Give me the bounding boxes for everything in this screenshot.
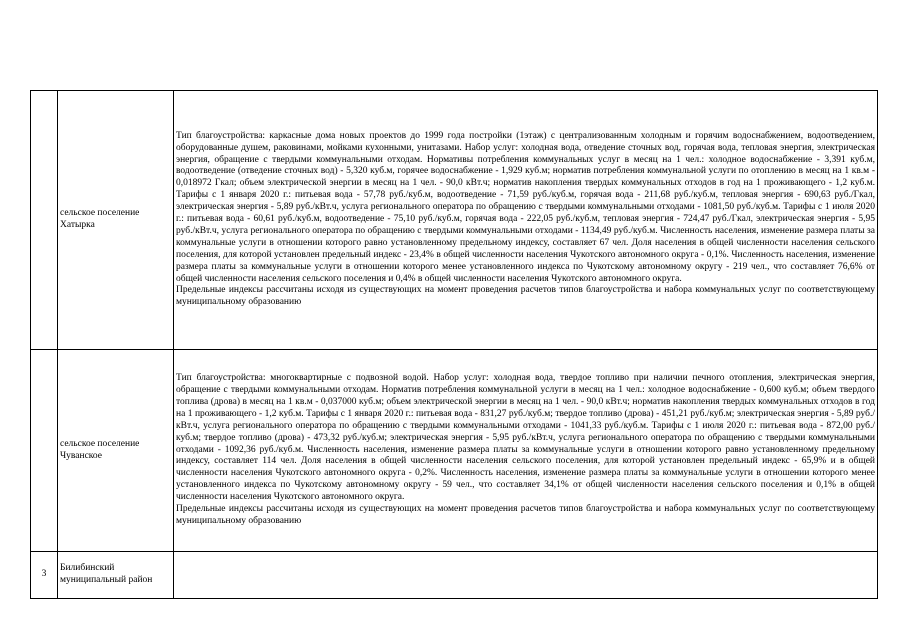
tariff-table <box>30 90 878 599</box>
description-text: Тип благоустройства: многоквартирные с подвозной водой. Набор услуг: холодная вода, твердое топливо при наличии печного отопления, электрическая энергия, обращение с твердыми коммунальными отходам. Норматив потребления коммунальной услуги в месяц на 1 чел.: холодное водоснабжение - 0,600 куб.м; объем твердого топлива (дрова) в месяц на 1 кв.м - 0,037000 куб.м; объем электрической энергии в месяц на 1 чел. - 90,0 кВт.ч; норматив накопления твердых коммунальных отходов в год на 1 проживающего - 1,2 куб.м. Тарифы с 1 января 2020 г.: питьевая вода - 831,27 руб./куб.м; твердое топливо (дрова) - 451,21 руб./куб.м; электрическая энергия - 5,89 руб./кВт.ч, услуга регионального оператора по обращению с твердыми коммунальными отходами - 1041,33 руб./куб.м. Тарифы с 1 июля 2020 г.: питьевая вода - 872,00 руб./куб.м; твердое топливо (дрова) - 473,32 руб./куб.м; электрическая энергия - 5,95 руб./кВт.ч, услуга регионального оператора по обращению с твердыми коммунальными отходами - 1092,36 руб./куб.м. Численность населения, изменение размера платы за коммунальные услуги в отношении которого равно установленному предельному индексу, составляет 114 чел. Доля населения в общей численности населения сельского поселения, для которой установлен предельный индекс - 65,9% и в общей численности населения Чукотского автономного округа - 0,2%. Численность населения, изменение размера платы за коммунальные услуги в отношении которого менее установленного индекса по Чукотскому автономному округу - 59 чел., что составляет 34,1% от общей численности населения сельского поселения и 0,1% в общей численности населения Чукотского автономного округа. <box>176 373 875 503</box>
row-number-cell: 3 <box>31 552 58 599</box>
description-cell <box>174 350 878 552</box>
table-row <box>31 350 878 552</box>
description-cell <box>174 552 878 599</box>
row-number-cell <box>31 91 58 350</box>
table-row <box>31 91 878 350</box>
settlement-name-cell: сельское поселение Чуванское <box>58 350 174 552</box>
row-number-cell <box>31 350 58 552</box>
district-name-cell: Билибинский муниципальный район <box>58 552 174 599</box>
note-text: Предельные индексы рассчитаны исходя из существующих на момент проведения расчетов типов благоустройства и набора коммунальных услуг по соответствующему муниципальному образованию <box>176 285 875 308</box>
table-row <box>31 552 878 599</box>
description-cell <box>174 91 878 350</box>
description-text: Тип благоустройства: каркасные дома новых проектов до 1999 года постройки (1этаж) с централизованным холодным и горячим водоснабжением, водоотведением, оборудованные душем, раковинами, мойками кухонными, унитазами. Набор услуг: холодная вода, отведение сточных вод, горячая вода, тепловая энергия, электрическая энергия, обращение с твердыми коммунальными отходам. Нормативы потребления коммунальных услуг в месяц на 1 чел.: холодное водоснабжение - 3,391 куб.м, водоотведение (отведение сточных вод) - 5,320 куб.м, горячее водоснабжение - 1,929 куб.м; норматив потребления коммунальной услуги по отоплению в месяц на 1 кв.м - 0,018972 Гкал; объем электрической энергии в месяц на 1 чел. - 90,0 кВт.ч; норматив накопления твердых коммунальных отходов в год на 1 проживающего - 1,2 куб.м. Тарифы с 1 января 2020 г.: питьевая вода - 57,78 руб./куб.м, водоотведение - 71,59 руб./куб.м, горячая вода - 211,68 руб./куб.м, тепловая энергия - 690,63 руб./Гкал, электрическая энергия - 5,89 руб./кВт.ч, услуга регионального оператора по обращению с твердыми коммунальными отходами - 1081,50 руб./куб.м. Тарифы с 1 июля 2020 г.: питьевая вода - 60,61 руб./куб.м, водоотведение - 75,10 руб./куб.м, горячая вода - 222,05 руб./куб.м, тепловая энергия - 724,47 руб./Гкал, электрическая энергия - 5,95 руб./кВт.ч, услуга регионального оператора по обращению с твердыми коммунальными отходами - 1134,49 руб./куб.м. Численность населения, изменение размера платы за коммунальные услуги в отношении которого равно установленному предельному индексу, составляет 67 чел. Доля населения в общей численности населения сельского поселения, для которой установлен предельный индекс - 23,4% в общей численности населения Чукотского автономного округа - 0,1%. Численность населения, изменение размера платы за коммунальные услуги в отношении которого менее установленного индекса по Чукотскому автономному округу - 219 чел., что составляет 76,6% от общей численности населения сельского поселения и 0,4% в общей численности населения Чукотского автономного округа. <box>176 130 875 284</box>
note-text: Предельные индексы рассчитаны исходя из существующих на момент проведения расчетов типов благоустройства и набора коммунальных услуг по соответствующему муниципальному образованию <box>176 504 875 526</box>
settlement-name-cell: сельское поселение Хатырка <box>58 91 174 350</box>
